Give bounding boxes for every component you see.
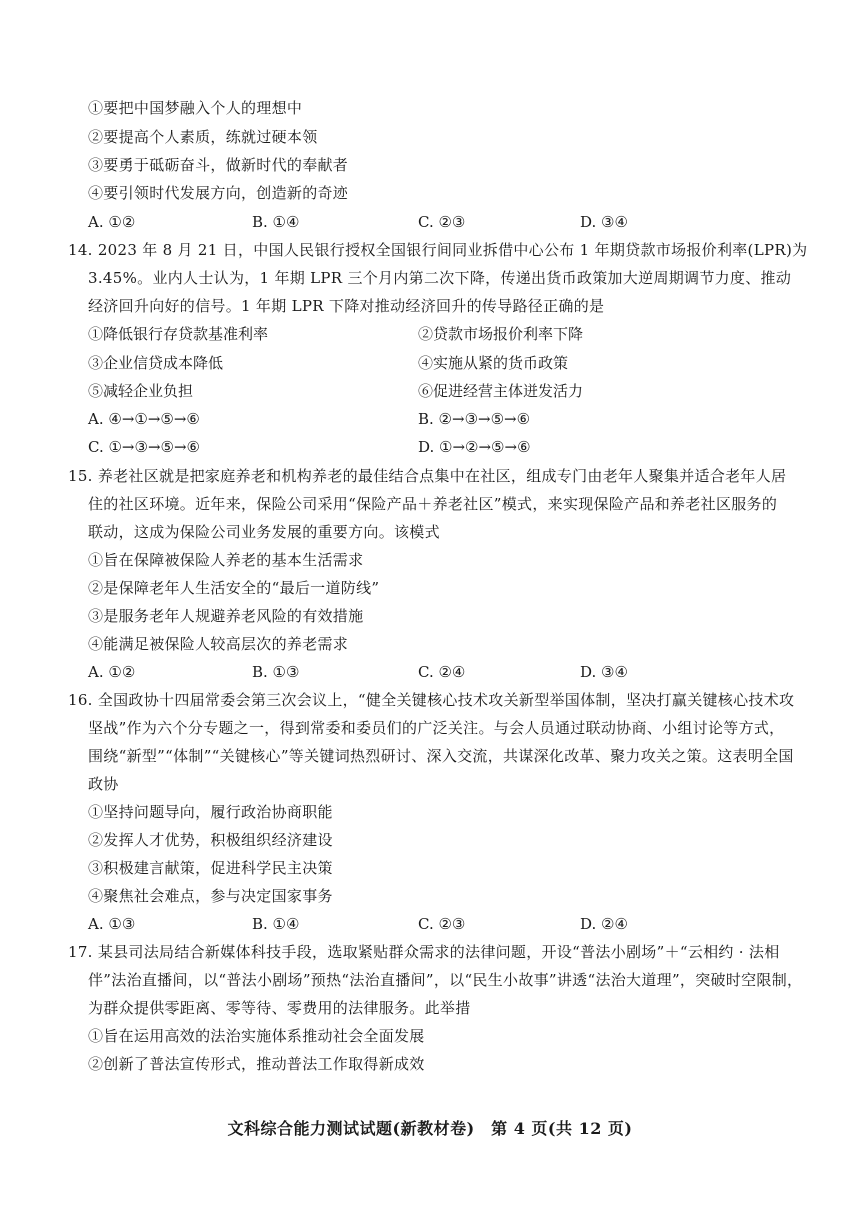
- q16-choice-b: B. ①④: [252, 915, 300, 933]
- q16-option-3: ③积极建言献策，促进科学民主决策: [88, 859, 333, 877]
- q15-stem-line-1: 15. 养老社区就是把家庭养老和机构养老的最佳结合点集中在社区，组成专门由老年人聚集并适合老年人居: [68, 467, 787, 485]
- q16-stem-line-2: 坚战”作为六个分专题之一，得到常委和委员们的广泛关注。与会人员通过联动协商、小组讨论等方式，: [88, 719, 785, 737]
- q17-option-2: ②创新了普法宣传形式，推动普法工作取得新成效: [88, 1055, 425, 1073]
- q16-option-1: ①坚持问题导向，履行政治协商职能: [88, 803, 333, 821]
- q13-choice-c: C. ②③: [418, 213, 466, 231]
- q14-option-6: ⑥促进经营主体迸发活力: [418, 382, 584, 400]
- q17-stem-line-3: 为群众提供零距离、零等待、零费用的法律服务。此举措: [88, 999, 471, 1017]
- q14-option-4: ④实施从紧的货币政策: [418, 354, 569, 372]
- q15-option-4: ④能满足被保险人较高层次的养老需求: [88, 635, 349, 653]
- q13-option-1: ①要把中国梦融入个人的理想中: [88, 99, 303, 117]
- q16-choice-a: A. ①③: [88, 915, 136, 933]
- q14-option-2: ②贷款市场报价利率下降: [418, 325, 584, 343]
- q17-stem-line-1: 17. 某县司法局结合新媒体科技手段，选取紧贴群众需求的法律问题，开设“普法小剧场”＋“云相约 · 法相: [68, 943, 780, 961]
- q14-stem-line-1: 14. 2023 年 8 月 21 日，中国人民银行授权全国银行间同业拆借中心公布 1 年期贷款市场报价利率(LPR)为: [68, 241, 808, 259]
- q13-choice-b: B. ①④: [252, 213, 300, 231]
- q15-option-3: ③是服务老年人规避养老风险的有效措施: [88, 607, 364, 625]
- q13-option-3: ③要勇于砥砺奋斗，做新时代的奉献者: [88, 156, 349, 174]
- q14-stem-line-3: 经济回升向好的信号。1 年期 LPR 下降对推动经济回升的传导路径正确的是: [88, 297, 605, 315]
- q15-choice-a: A. ①②: [88, 663, 136, 681]
- q13-choice-d: D. ③④: [580, 213, 628, 231]
- page-footer: 文科综合能力测试试题(新教材卷) 第 4 页(共 12 页): [227, 1119, 633, 1138]
- q13-option-4: ④要引领时代发展方向，创造新的奇迹: [88, 184, 349, 202]
- q14-stem-line-2: 3.45%。业内人士认为，1 年期 LPR 三个月内第二次下降，传递出货币政策加大逆周期调节力度、推动: [88, 269, 792, 287]
- q14-choice-d: D. ①→②→⑤→⑥: [418, 438, 531, 456]
- q14-option-5: ⑤减轻企业负担: [88, 382, 194, 400]
- q15-choice-c: C. ②④: [418, 663, 466, 681]
- q14-option-3: ③企业信贷成本降低: [88, 354, 224, 372]
- q16-stem-line-1: 16. 全国政协十四届常委会第三次会议上，“健全关键核心技术攻关新型举国体制，坚决打赢关键核心技术攻: [68, 691, 795, 709]
- q17-stem-line-2: 伴”法治直播间，以“普法小剧场”预热“法治直播间”，以“民生小故事”讲透“法治大道理”，突破时空限制，: [88, 971, 803, 989]
- q17-option-1: ①旨在运用高效的法治实施体系推动社会全面发展: [88, 1027, 425, 1045]
- q14-option-1: ①降低银行存贷款基准利率: [88, 325, 269, 343]
- q15-stem-line-2: 住的社区环境。近年来，保险公司采用“保险产品＋养老社区”模式，来实现保险产品和养老社区服务的: [88, 495, 778, 513]
- q16-choice-d: D. ②④: [580, 915, 628, 933]
- q13-choice-a: A. ①②: [88, 213, 136, 231]
- q16-choice-c: C. ②③: [418, 915, 466, 933]
- q14-choice-b: B. ②→③→⑤→⑥: [418, 410, 531, 428]
- q14-choice-a: A. ④→①→⑤→⑥: [88, 410, 200, 428]
- q13-option-2: ②要提高个人素质，练就过硬本领: [88, 128, 318, 146]
- q15-choice-b: B. ①③: [252, 663, 300, 681]
- q16-option-4: ④聚焦社会难点，参与决定国家事务: [88, 887, 333, 905]
- q14-choice-c: C. ①→③→⑤→⑥: [88, 438, 200, 456]
- q15-option-1: ①旨在保障被保险人养老的基本生活需求: [88, 551, 364, 569]
- q16-option-2: ②发挥人才优势，积极组织经济建设: [88, 831, 333, 849]
- q15-choice-d: D. ③④: [580, 663, 628, 681]
- q16-stem-line-3: 围绕“新型”“体制”“关键核心”等关键词热烈研讨、深入交流，共谋深化改革、聚力攻关之策。这表明全国: [88, 747, 794, 765]
- q15-stem-line-3: 联动，这成为保险公司业务发展的重要方向。该模式: [88, 523, 440, 541]
- q15-option-2: ②是保障老年人生活安全的“最后一道防线”: [88, 579, 380, 597]
- q16-stem-line-4: 政协: [88, 775, 119, 793]
